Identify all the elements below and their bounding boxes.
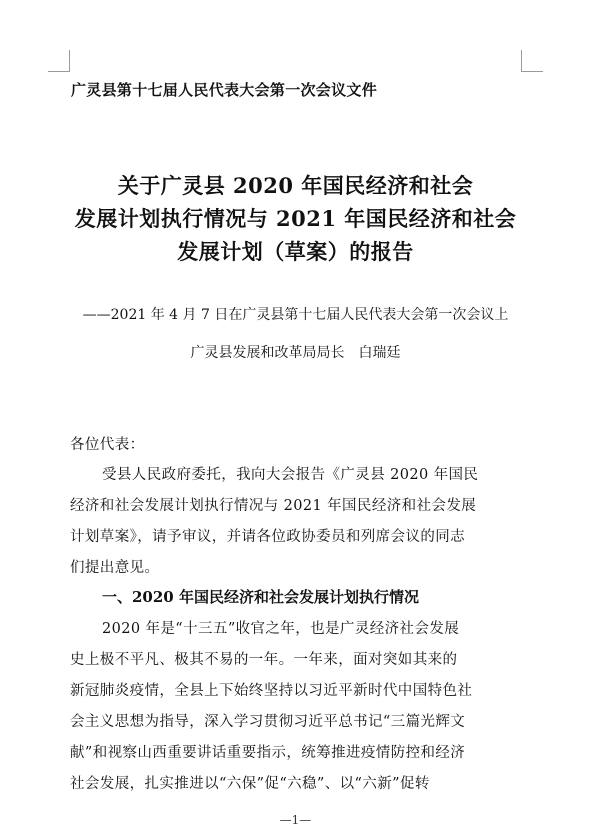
report-title-line: 发展计划（草案）的报告 bbox=[177, 239, 414, 264]
paragraph-line: 史上极不平凡、极其不易的一年。一年来，面对突如其来的 bbox=[70, 652, 458, 668]
paragraph-line: 社会发展，扎实推进以“六保”促“六稳”、以“六新”促转 bbox=[70, 776, 430, 792]
meeting-document-header: 广灵县第十七届人民代表大会第一次会议文件 bbox=[71, 81, 378, 99]
paragraph-line: 计划草案》，请予审议，并请各位政协委员和列席会议的同志 bbox=[70, 529, 466, 545]
reporter-line: 广灵县发展和改革局局长 白瑞廷 bbox=[190, 345, 401, 361]
paragraph-line: 献”和视察山西重要讲话重要指示，统筹推进疫情防控和经济 bbox=[70, 745, 466, 761]
paragraph-line: 新冠肺炎疫情，全县上下始终坚持以习近平新时代中国特色社 bbox=[70, 683, 473, 699]
paragraph-line: 会主义思想为指导，深入学习贯彻习近平总书记“三篇光辉文 bbox=[70, 714, 466, 730]
report-date-line: ——2021 年 4 月 7 日在广灵县第十七届人民代表大会第一次会议上 bbox=[82, 307, 509, 323]
report-title-line: 关于广灵县 2020 年国民经济和社会 bbox=[117, 173, 474, 198]
paragraph-line: 受县人民政府委托，我向大会报告《广灵县 2020 年国民 bbox=[102, 467, 479, 483]
paragraph-line: 2020 年是“十三五”收官之年，也是广灵经济社会发展 bbox=[102, 621, 460, 637]
report-title-line: 发展计划执行情况与 2021 年国民经济和社会 bbox=[74, 206, 517, 231]
paragraph-line: 们提出意见。 bbox=[70, 560, 160, 576]
greeting: 各位代表： bbox=[70, 437, 145, 453]
section-heading: 一、2020 年国民经济和社会发展计划执行情况 bbox=[102, 588, 419, 606]
paragraph-line: 经济和社会发展计划执行情况与 2021 年国民经济和社会发展 bbox=[70, 498, 477, 514]
page-number: —1— bbox=[279, 813, 312, 827]
